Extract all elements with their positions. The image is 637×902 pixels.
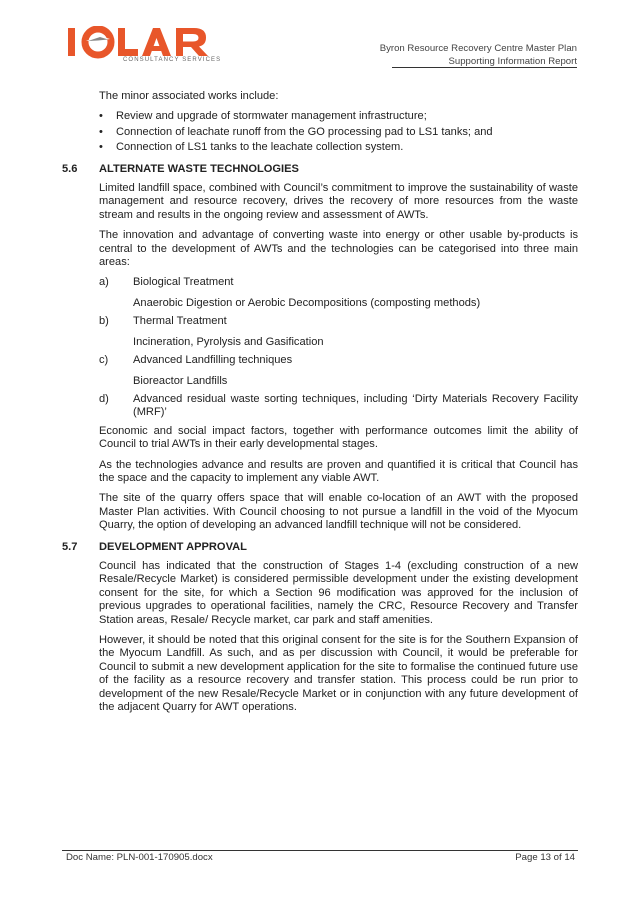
bullet-icon: • [99, 110, 103, 123]
footer-page-number: Page 13 of 14 [515, 852, 575, 863]
list-item [99, 126, 578, 139]
paragraph: Limited landfill space, combined with Council’s commitment to improve the sustainability of waste management and resource recovery, drives the recovery of more resources from the waste stream and results in the ongoing review and assessment of AWTs. [99, 182, 578, 221]
list-item [99, 276, 578, 310]
header-divider [392, 67, 577, 68]
list-item-description: Anaerobic Digestion or Aerobic Decompositions (composting methods) [133, 296, 481, 309]
paragraph: As the technologies advance and results are proven and quantified it is critical that Council has the space and the capacity to implement any viable AWT. [99, 458, 578, 484]
section-number: 5.7 [62, 540, 78, 553]
header-title-line2: Supporting Information Report [448, 56, 577, 67]
bullet-icon: • [99, 141, 103, 154]
list-item-text: Connection of LS1 tanks to the leachate collection system. [116, 141, 404, 154]
list-item [99, 141, 578, 154]
document-header-title [380, 42, 577, 68]
paragraph: However, it should be noted that this original consent for the site is for the Southern Expansion of the Myocum Landfill. As such, and as per discussion with Council, it would be preferable for Council to submit a new development application for the site to formalise the continued future use of the facility as a resource recovery and transfer station. This process could be run prior to development of the new Resale/Recycle Market or in conjunction with any future development of the adjacent Quarry for AWT operations. [99, 634, 578, 714]
page-body [62, 90, 578, 721]
list-item-title: Advanced Landfilling techniques [133, 354, 293, 367]
list-item [99, 315, 578, 349]
list-item-description: Incineration, Pyrolysis and Gasification [133, 335, 324, 348]
technology-areas-list [99, 276, 578, 419]
section-heading-5-7 [62, 541, 578, 554]
intro-lead: The minor associated works include: [99, 90, 279, 102]
section-heading-5-6 [62, 163, 578, 176]
list-item-title: Thermal Treatment [133, 315, 227, 328]
list-item-label: c) [99, 354, 109, 367]
logo-wordmark-graphic [66, 26, 216, 60]
minor-works-list [99, 110, 578, 154]
bullet-icon: • [99, 125, 103, 138]
list-item-label: d) [99, 392, 109, 405]
paragraph: The innovation and advantage of converting waste into energy or other usable by-products is central to the development of AWTs and the technologies can be categorised into three main areas: [99, 229, 578, 269]
section-number: 5.6 [62, 162, 78, 175]
list-item-title: Biological Treatment [133, 276, 234, 289]
paragraph: The site of the quarry offers space that will enable co-location of an AWT with the proposed Master Plan activities. With Council choosing to not pursue a landfill in the void of the Myocum Quarry, the option of developing an advanced landfill technique will not be considered. [99, 492, 578, 532]
list-item-label: b) [99, 315, 109, 328]
list-item-text: Review and upgrade of stormwater management infrastructure; [116, 110, 427, 123]
paragraph: Economic and social impact factors, together with performance outcomes limit the ability of Council to trial AWTs in their early developmental stages. [99, 424, 578, 451]
list-item [99, 354, 578, 388]
section-title: ALTERNATE WASTE TECHNOLOGIES [99, 162, 299, 175]
list-item-text: Connection of leachate runoff from the GO processing pad to LS1 tanks; and [116, 125, 493, 138]
section-title: DEVELOPMENT APPROVAL [99, 540, 247, 553]
list-item-label: a) [99, 276, 109, 289]
footer-divider [62, 850, 578, 851]
header-title-line1: Byron Resource Recovery Centre Master Plan [379, 43, 577, 54]
list-item [99, 393, 578, 420]
list-item [99, 110, 578, 123]
list-item-description: Bioreactor Landfills [133, 374, 228, 387]
logo-tagline: CONSULTANCY SERVICES [123, 57, 222, 63]
footer-doc-name: Doc Name: PLN-001-170905.docx [66, 852, 213, 863]
paragraph: Council has indicated that the construction of Stages 1-4 (excluding construction of a new Resale/Recycle Market) is considered permissible development under the existing development consent for the site, for which a Section 96 modification was approved for the inclusion of previous upgrades to operational facilities, namely the CRC, Resource Recovery and Transfer Station areas, Resale/ Recycle market, car park and staff amenities. [99, 559, 578, 626]
list-item-title: Advanced residual waste sorting techniques, including ‘Dirty Materials Recovery Facility (MRF)’ [133, 392, 578, 419]
